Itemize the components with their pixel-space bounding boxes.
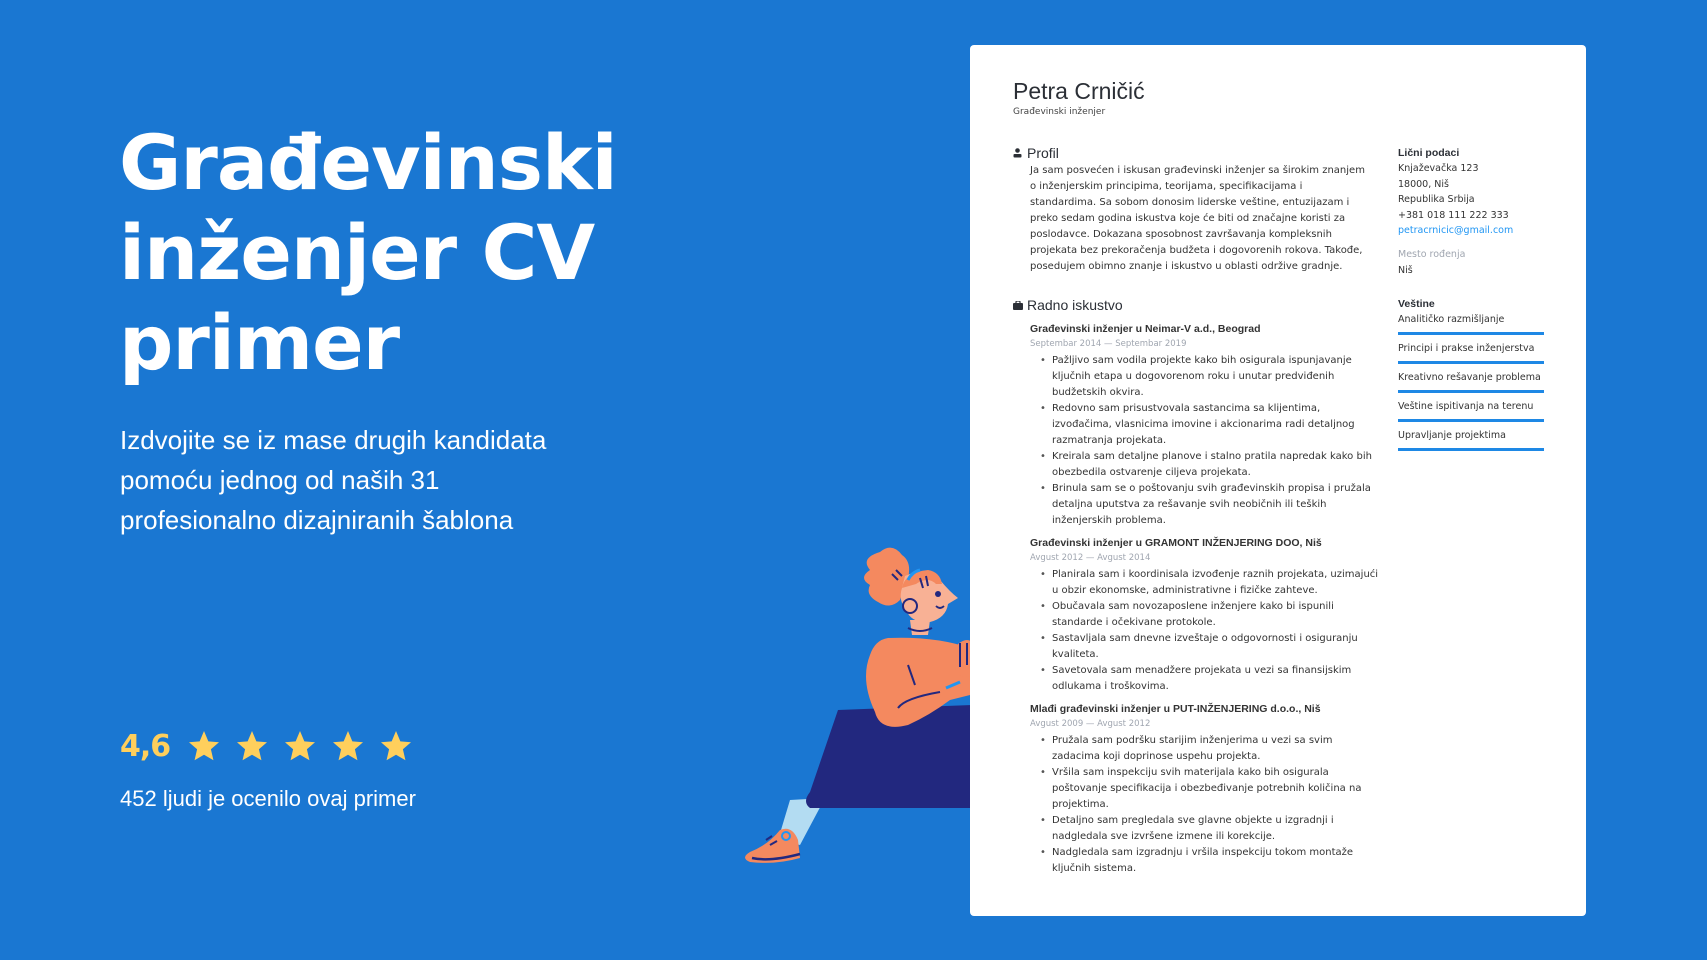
job-bullet: • Detaljno sam pregledala sve glavne objekte u izgradnji i nadgledala sve izvršene izmene ili korekcije. (1040, 813, 1380, 845)
email-link[interactable]: petracrnicic@gmail.com (1398, 225, 1514, 236)
job-bullet: • Sastavljala sam dnevne izveštaje o odgovornosti i osiguranju kvaliteta. (1040, 631, 1380, 663)
profile-section-header (1013, 143, 1363, 163)
woman-illustration (730, 540, 975, 880)
birthplace: Niš (1398, 264, 1413, 276)
skill-item: Analitičko razmišljanje (1398, 312, 1544, 335)
address: Knjaževačka 123 (1398, 163, 1479, 174)
job-bullet: • Pružala sam podršku starijim inženjerima u vezi sa svim zadacima koji doprinose uspehu projekta. (1040, 733, 1380, 765)
job-date: Avgust 2012 — Avgust 2014 (1030, 553, 1151, 563)
skills-title: Veštine (1398, 298, 1435, 310)
job-bullet: • Redovno sam prisustvovala sastancima sa klijentima, izvođačima, vlasnicima imovine i akcionarima radi detaljnog razmatranja projekata. (1040, 401, 1380, 449)
page-title: Građevinski inženjer CV primer (119, 118, 617, 387)
skill-item: Upravljanje projektima (1398, 428, 1544, 451)
job-title: Mlađi građevinski inženjer u PUT-INŽENJERING d.o.o., Niš (1030, 703, 1321, 715)
profile-text: Ja sam posvećen i iskusan građevinski inženjer sa širokim znanjem o inženjerskim principima, teorijama, specifikacijama i standardima. Sa sobom donosim liderske veštine, entuzijazam i preko sedam godina iskustva koje će biti od značajne koristi za poslodavce. Dokazana sposobnost završavanja kompleksnih projekata bez prekoračenja budžeta i dogovorenih rokova. Takođe, posedujem obimno znanje i iskustvo u oblasti održive gradnje. (1030, 165, 1365, 272)
cv-main-column (1013, 143, 1379, 877)
experience-section-header (1013, 295, 1363, 315)
personal-details-title: Lični podaci (1398, 147, 1460, 159)
hero-subtitle: Izdvojite se iz mase drugih kandidata pomoću jednog od naših 31 profesionalno dizajniranih šablona (120, 425, 547, 535)
skill-item: Kreativno rešavanje problema (1398, 370, 1544, 393)
skill-item: Principi i prakse inženjerstva (1398, 341, 1544, 364)
cv-preview-card[interactable] (970, 45, 1586, 916)
job-bullet: • Planirala sam i koordinisala izvođenje raznih projekata, uzimajući u obzir ekonomske, administrativne i fizičke zahteve. (1040, 567, 1380, 599)
job-title: Građevinski inženjer u GRAMONT INŽENJERING DOO, Niš (1030, 537, 1322, 549)
job-bullet: • Nadgledala sam izgradnju i vršila inspekciju tokom montaže ključnih sistema. (1040, 845, 1380, 877)
job-bullet: • Savetovala sam menadžere projekata u vezi sa finansijskim odlukama i troškovima. (1040, 663, 1380, 695)
job-date: Septembar 2014 — Septembar 2019 (1030, 339, 1187, 349)
star-icon (234, 728, 270, 764)
birthplace-label: Mesto rođenja (1398, 248, 1466, 260)
cv-side-column (1398, 145, 1544, 457)
person-icon (1013, 148, 1027, 158)
star-icon (282, 728, 318, 764)
skill-item: Veštine ispitivanja na terenu (1398, 399, 1544, 422)
job-entry (1030, 321, 1372, 529)
job-bullet: • Vršila sam inspekciju svih materijala kako bih osigurala poštovanje specifikacija i obezbeđivanje potrebnih količina na projektima. (1040, 765, 1380, 813)
city: 18000, Niš (1398, 178, 1449, 190)
star-icon (330, 728, 366, 764)
job-entry (1030, 535, 1379, 695)
cv-role: Građevinski inženjer (1013, 107, 1106, 117)
rating-block (120, 728, 426, 764)
phone: +381 018 111 222 333 (1398, 209, 1509, 221)
rating-value: 4,6 (120, 728, 171, 764)
briefcase-icon (1013, 301, 1027, 310)
job-entry (1030, 701, 1363, 877)
job-date: Avgust 2009 — Avgust 2012 (1030, 719, 1151, 729)
star-icon (186, 728, 222, 764)
job-bullet: • Kreirala sam detaljne planove i stalno pratila napredak kako bih obezbedila ostvarenje ciljeva projekata. (1040, 449, 1380, 481)
rating-count: 452 ljudi je ocenilo ovaj primer (120, 786, 416, 811)
job-title: Građevinski inženjer u Neimar-V a.d., Beograd (1030, 323, 1261, 335)
country: Republika Srbija (1398, 194, 1475, 205)
star-icon (378, 728, 414, 764)
experience-title: Radno iskustvo (1027, 297, 1123, 313)
cv-name: Petra Crničić (1013, 78, 1145, 104)
job-bullet: • Brinula sam se o poštovanju svih građevinskih propisa i pružala detaljna uputstva za rešavanje svih neobičnih ili teških inženjerskih problema. (1040, 481, 1380, 529)
job-bullet: • Pažljivo sam vodila projekte kako bih osigurala ispunjavanje ključnih etapa u dogovorenom roku i unutar predviđenih budžetskih okvira. (1040, 353, 1380, 401)
job-bullet: • Obučavala sam novozaposlene inženjere kako bi ispunili standarde i očekivane protokole. (1040, 599, 1380, 631)
profile-title: Profil (1027, 145, 1059, 161)
